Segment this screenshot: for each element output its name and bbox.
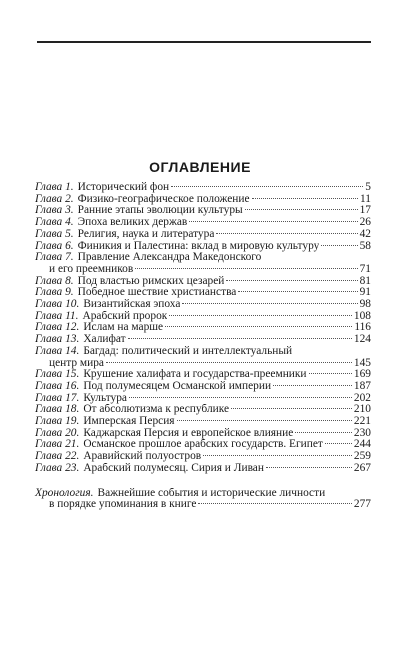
toc-entry-page: 91 — [359, 286, 371, 299]
toc-entry-title: Религия, наука и литература — [77, 228, 215, 240]
toc-entry-page: 98 — [359, 298, 371, 311]
toc-entry-line — [35, 241, 371, 253]
dot-leader — [321, 245, 357, 246]
toc-entry-label: Глава 2. — [35, 192, 74, 205]
toc-entry-label: Глава 12. — [35, 321, 80, 334]
toc-entry-label: Глава 15. — [35, 368, 80, 381]
toc-entry — [35, 229, 371, 241]
dot-leader — [266, 467, 352, 468]
dot-leader — [309, 373, 352, 374]
toc-entry-label: Глава 14. — [35, 344, 80, 357]
toc-entry-title: Финикия и Палестина: вклад в мировую культуру — [77, 240, 320, 252]
toc-entry — [35, 439, 371, 451]
toc-entry-title: Каджарская Персия и европейское влияние — [83, 427, 294, 439]
dot-leader — [165, 326, 352, 327]
toc-entry — [35, 404, 371, 416]
dot-leader — [252, 198, 359, 199]
toc-entry-line — [35, 205, 371, 217]
toc-entry — [35, 217, 371, 229]
toc-entry-page: 230 — [353, 426, 371, 439]
toc-entry — [35, 252, 371, 275]
toc-entry-line — [35, 488, 371, 500]
toc-entry-page: 267 — [353, 461, 371, 474]
toc-entry-title: Культура — [83, 392, 127, 404]
toc-entry-line — [35, 311, 371, 323]
toc-entry-line — [35, 264, 371, 276]
toc-entry — [35, 416, 371, 428]
toc-entry-title: Османское прошлое арабских государств. Египет — [83, 439, 323, 451]
dot-leader — [226, 280, 357, 281]
toc-entry-page: 108 — [353, 309, 371, 322]
toc-entry-page: 26 — [359, 216, 371, 229]
toc-entry — [35, 393, 371, 405]
toc-entry — [35, 311, 371, 323]
toc-entry-title: Эпоха великих держав — [77, 217, 188, 229]
toc-entry-line — [35, 299, 371, 311]
toc-entry — [35, 287, 371, 299]
toc-entry-line — [35, 346, 371, 358]
toc-entry-page: 145 — [353, 356, 371, 369]
toc-entry-label: Глава 7. — [35, 251, 74, 264]
toc-entry-title: Ранние этапы эволюции культуры — [77, 205, 243, 217]
toc-entry-line — [35, 287, 371, 299]
toc-entry — [35, 276, 371, 288]
toc-entry-title-cont: центр мира — [49, 357, 104, 369]
toc-entry-page: 17 — [359, 204, 371, 217]
toc-entry-title: Под полумесяцем Османской империи — [83, 380, 272, 392]
toc-entry-label: Глава 17. — [35, 391, 80, 404]
toc-entry-title-cont: в порядке упоминания в книге — [49, 499, 197, 511]
toc-entry-title: Багдад: политический и интеллектуальный — [83, 345, 293, 357]
toc-entry-title: Ислам на марше — [83, 322, 164, 334]
toc-entry-line — [35, 276, 371, 288]
toc-entry — [35, 299, 371, 311]
toc-entry — [35, 488, 371, 511]
toc-entry — [35, 463, 371, 475]
toc-entry-title: Византийская эпоха — [83, 299, 181, 311]
toc-entry-page: 169 — [353, 368, 371, 381]
toc-entry-line — [35, 428, 371, 440]
toc-entry — [35, 451, 371, 463]
toc-entry-title: Аравийский полуостров — [83, 451, 202, 463]
toc-entry-line — [35, 182, 371, 194]
dot-leader — [189, 221, 357, 222]
toc-entry-label: Глава 1. — [35, 181, 74, 193]
toc-entry — [35, 369, 371, 381]
toc-entry-label: Глава 18. — [35, 403, 80, 416]
toc-entry-label: Глава 6. — [35, 239, 74, 252]
toc-entry-line — [35, 416, 371, 428]
toc-entry-title: Под властью римских цезарей — [77, 275, 225, 287]
toc-entry-title: Важнейшие события и исторические личности — [97, 487, 326, 499]
toc-entry-page: 71 — [359, 262, 371, 275]
toc-entry-page: 11 — [360, 192, 371, 205]
toc-entry-label: Глава 11. — [35, 309, 79, 322]
dot-leader — [106, 362, 352, 363]
toc-entry-page: 244 — [353, 438, 371, 451]
toc-entry-line — [35, 334, 371, 346]
toc-entry-title: От абсолютизма к республике — [83, 404, 230, 416]
toc-entry-page: 124 — [353, 333, 371, 346]
toc-entry-title: Крушение халифата и государства-преемники — [83, 369, 307, 381]
toc-entry-title: Исторический фон — [77, 182, 170, 193]
toc-entry-label: Глава 19. — [35, 415, 80, 428]
toc-entry-page: 187 — [353, 379, 371, 392]
toc-entry-line — [35, 499, 371, 511]
dot-leader — [231, 408, 352, 409]
toc-entry-line — [35, 404, 371, 416]
page-title: ОГЛАВЛЕНИЕ — [149, 159, 251, 175]
toc-entry-title: Физико-географическое положение — [77, 193, 250, 205]
toc-entry-label: Глава 13. — [35, 333, 80, 346]
toc-entry-page: 277 — [353, 498, 371, 511]
toc-entry-label: Глава 8. — [35, 274, 74, 287]
toc-entry — [35, 334, 371, 346]
toc-entry — [35, 381, 371, 393]
dot-leader — [245, 209, 358, 210]
toc-entry-label: Глава 9. — [35, 286, 74, 299]
toc-entry-title: Имперская Персия — [83, 416, 175, 428]
toc-entry-label: Глава 4. — [35, 216, 74, 229]
toc-entry-page: 221 — [353, 415, 371, 428]
toc-entry-line — [35, 194, 371, 206]
dot-leader — [198, 503, 351, 504]
toc-entry-label: Глава 5. — [35, 227, 74, 240]
dot-leader — [216, 233, 357, 234]
toc-entry-page: 210 — [353, 403, 371, 416]
dot-leader — [295, 432, 352, 433]
toc-entry-label: Глава 20. — [35, 426, 80, 439]
toc-entry-line — [35, 463, 371, 475]
toc-entry-page: 259 — [353, 450, 371, 463]
toc-entry — [35, 205, 371, 217]
toc-entry-page: 81 — [359, 274, 371, 287]
top-rule — [37, 41, 371, 43]
toc-entry-line — [35, 439, 371, 451]
toc-entry-line — [35, 369, 371, 381]
dot-leader — [273, 385, 352, 386]
toc-entry — [35, 194, 371, 206]
toc-entry-title-cont: и его преемников — [49, 263, 134, 275]
toc-entry-line — [35, 358, 371, 370]
dot-leader — [129, 397, 352, 398]
toc-entry-label: Глава 21. — [35, 438, 80, 451]
dot-leader — [128, 338, 352, 339]
dot-leader — [203, 455, 352, 456]
toc-entry-title: Правление Александра Македонского — [77, 252, 262, 264]
dot-leader — [169, 315, 352, 316]
toc-entry-page: 5 — [365, 181, 371, 193]
toc-entry-line — [35, 322, 371, 334]
toc-entry — [35, 322, 371, 334]
toc-entry-label: Глава 23. — [35, 461, 80, 474]
toc-entry — [35, 182, 371, 194]
dot-leader — [171, 186, 363, 187]
toc-entry-line — [35, 252, 371, 264]
toc-entry-label: Глава 10. — [35, 298, 80, 311]
toc-entry-page: 42 — [359, 227, 371, 240]
toc-entry-label: Глава 3. — [35, 204, 74, 217]
toc-entry-label: Глава 16. — [35, 379, 80, 392]
toc-entry-page: 116 — [354, 321, 371, 334]
toc-entry-line — [35, 217, 371, 229]
dot-leader — [182, 303, 357, 304]
toc-entry — [35, 428, 371, 440]
toc-entry-label: Глава 22. — [35, 450, 80, 463]
toc-entry-page: 58 — [359, 239, 371, 252]
toc-entry-line — [35, 229, 371, 241]
dot-leader — [325, 443, 352, 444]
dot-leader — [238, 291, 357, 292]
toc-entry — [35, 241, 371, 253]
toc-entry-line — [35, 393, 371, 405]
toc-entry-line — [35, 381, 371, 393]
toc-entry-page: 202 — [353, 391, 371, 404]
toc-entry-line — [35, 451, 371, 463]
section-gap — [35, 475, 371, 488]
dot-leader — [135, 268, 357, 269]
toc-entry-title: Арабский полумесяц. Сирия и Ливан — [83, 462, 264, 474]
toc-entry-title: Халифат — [83, 334, 126, 346]
toc-entry-title: Победное шествие христианства — [77, 287, 237, 299]
toc-entry-label: Хронология. — [35, 486, 94, 499]
dot-leader — [177, 420, 352, 421]
toc-entry — [35, 346, 371, 369]
table-of-contents — [35, 182, 371, 511]
toc-entry-title: Арабский пророк — [82, 310, 168, 322]
